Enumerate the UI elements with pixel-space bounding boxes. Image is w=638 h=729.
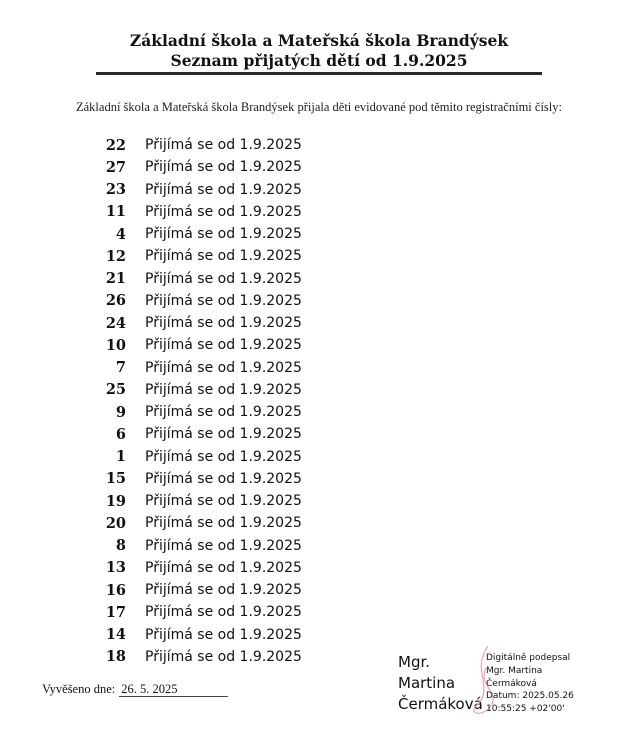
registration-number: 7 — [115, 359, 126, 377]
admission-status: Přijímá se od 1.9.2025 — [145, 626, 302, 643]
signature-meta-line: 10:55:25 +02'00' — [486, 704, 565, 715]
admission-status: Přijímá se od 1.9.2025 — [145, 270, 302, 287]
registration-number: 9 — [115, 403, 126, 421]
list-item — [98, 468, 358, 490]
admission-status: Přijímá se od 1.9.2025 — [145, 381, 302, 398]
document-header — [96, 31, 542, 71]
registration-number: 17 — [105, 603, 126, 621]
signature-meta-line: Čermáková — [486, 678, 537, 689]
list-item — [98, 156, 358, 178]
registration-number: 27 — [105, 158, 126, 176]
registration-number: 15 — [105, 470, 126, 488]
list-item — [98, 290, 358, 312]
admission-status: Přijímá se od 1.9.2025 — [145, 426, 302, 443]
list-item — [98, 223, 358, 245]
registration-number: 25 — [105, 381, 126, 399]
list-item — [98, 334, 358, 356]
list-item — [98, 423, 358, 445]
list-item — [98, 379, 358, 401]
admission-status: Přijímá se od 1.9.2025 — [145, 137, 302, 154]
registration-number: 6 — [115, 425, 126, 443]
list-item — [98, 357, 358, 379]
header-divider — [96, 72, 542, 75]
registration-number: 19 — [105, 492, 126, 510]
admission-status: Přijímá se od 1.9.2025 — [145, 648, 302, 665]
admission-status: Přijímá se od 1.9.2025 — [145, 203, 302, 220]
admission-status: Přijímá se od 1.9.2025 — [145, 159, 302, 176]
registration-number: 22 — [105, 136, 126, 154]
signature-meta-line: Mgr. Martina — [486, 665, 543, 676]
posted-date-line — [42, 682, 228, 697]
registration-number: 12 — [105, 247, 126, 265]
registration-number: 23 — [105, 181, 126, 199]
intro-text: Základní škola a Mateřská škola Brandýsek přijala děti evidované pod těmito registračními čísly: — [76, 100, 562, 114]
list-item — [98, 646, 358, 668]
signature-meta-line: Digitálně podepsal — [486, 653, 571, 663]
list-item — [98, 512, 358, 534]
admitted-children-list — [98, 134, 358, 668]
admission-status: Přijímá se od 1.9.2025 — [145, 181, 302, 198]
posted-label: Vyvěšeno dne: — [42, 682, 116, 696]
admission-status: Přijímá se od 1.9.2025 — [145, 470, 302, 487]
list-item — [98, 134, 358, 156]
admission-status: Přijímá se od 1.9.2025 — [145, 493, 302, 510]
list-title: Seznam přijatých dětí od 1.9.2025 — [170, 51, 468, 70]
registration-number: 21 — [105, 270, 126, 288]
signature-name-line: Martina — [398, 674, 456, 692]
admission-status: Přijímá se od 1.9.2025 — [145, 604, 302, 621]
list-item — [98, 624, 358, 646]
admission-status: Přijímá se od 1.9.2025 — [145, 248, 302, 265]
school-title: Základní škola a Mateřská škola Brandýsek — [129, 31, 509, 50]
list-item — [98, 179, 358, 201]
list-item — [98, 268, 358, 290]
registration-number: 16 — [105, 581, 126, 599]
admission-status: Přijímá se od 1.9.2025 — [145, 559, 302, 576]
registration-number: 18 — [105, 648, 126, 666]
list-item — [98, 601, 358, 623]
list-item — [98, 490, 358, 512]
list-item — [98, 557, 358, 579]
admission-status: Přijímá se od 1.9.2025 — [145, 292, 302, 309]
list-item — [98, 201, 358, 223]
posted-date: 26. 5. 2025 — [119, 682, 228, 697]
registration-number: 13 — [105, 559, 126, 577]
list-item — [98, 535, 358, 557]
registration-number: 20 — [105, 514, 126, 532]
registration-number: 4 — [115, 225, 126, 243]
registration-number: 10 — [105, 336, 126, 354]
list-item — [98, 312, 358, 334]
admission-status: Přijímá se od 1.9.2025 — [145, 448, 302, 465]
admission-status: Přijímá se od 1.9.2025 — [145, 582, 302, 599]
list-item — [98, 579, 358, 601]
admission-status: Přijímá se od 1.9.2025 — [145, 359, 302, 376]
list-item — [98, 245, 358, 267]
admission-status: Přijímá se od 1.9.2025 — [145, 537, 302, 554]
list-item — [98, 401, 358, 423]
digital-signature — [396, 648, 632, 720]
signature-meta-line: Datum: 2025.05.26 — [486, 691, 574, 702]
admission-status: Přijímá se od 1.9.2025 — [145, 226, 302, 243]
admission-status: Přijímá se od 1.9.2025 — [145, 515, 302, 532]
signature-meta — [486, 652, 574, 716]
registration-number: 1 — [115, 448, 126, 466]
registration-number: 11 — [105, 203, 126, 221]
admission-status: Přijímá se od 1.9.2025 — [145, 337, 302, 354]
list-item — [98, 446, 358, 468]
signature-name-line: Mgr. — [398, 653, 431, 671]
registration-number: 8 — [115, 537, 126, 555]
registration-number: 24 — [105, 314, 126, 332]
registration-number: 14 — [105, 626, 126, 644]
registration-number: 26 — [105, 292, 126, 310]
signature-name-line: Čermáková — [398, 695, 483, 713]
admission-status: Přijímá se od 1.9.2025 — [145, 315, 302, 332]
admission-status: Přijímá se od 1.9.2025 — [145, 404, 302, 421]
